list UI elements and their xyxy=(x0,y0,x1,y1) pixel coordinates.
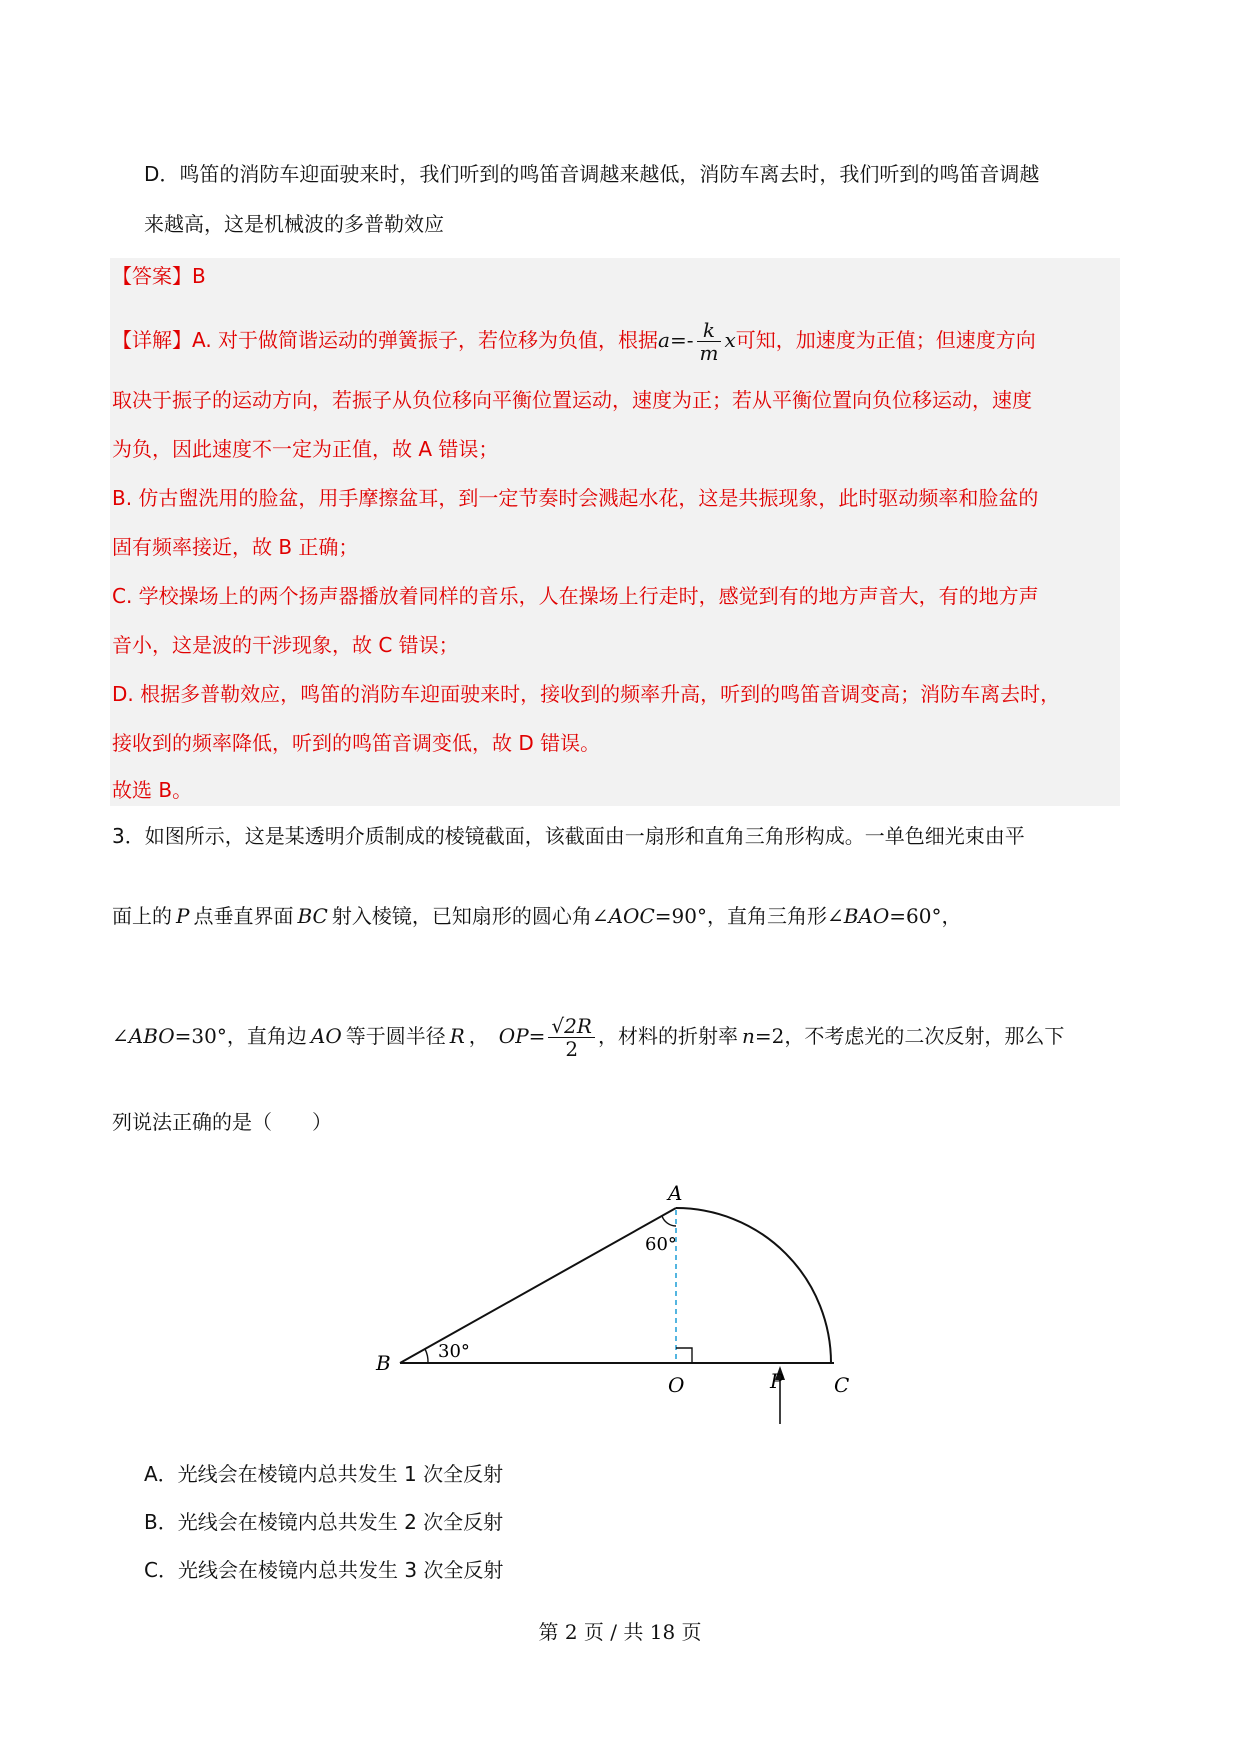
q3-text: ，材料的折射率 xyxy=(597,1024,738,1048)
q3-text: ， xyxy=(941,904,962,928)
q3-frac-num: √2R xyxy=(548,1015,595,1038)
detail-label: 【详解】 xyxy=(112,328,192,352)
detail-a-line3: 为负，因此速度不一定为正值，故 A 错误； xyxy=(112,437,499,461)
question3-line2 xyxy=(112,902,961,930)
angle-label-b: 30° xyxy=(438,1341,470,1362)
formula-a: a xyxy=(658,328,670,352)
line-ba xyxy=(400,1208,676,1363)
q3-var-n: n xyxy=(741,1024,755,1048)
q3-angle-bao: ∠BAO xyxy=(826,904,890,928)
q3-text: ， xyxy=(468,1024,489,1048)
label-p: P xyxy=(770,1369,784,1393)
detail-a-line1 xyxy=(112,318,1036,364)
q3-text: 点垂直界面 xyxy=(193,904,294,928)
arc-ac xyxy=(676,1208,831,1363)
label-b: B xyxy=(376,1351,391,1375)
formula-den: m xyxy=(699,341,719,365)
q3-angle-aoc: ∠AOC xyxy=(591,904,655,928)
angle-label-a: 60° xyxy=(645,1234,677,1255)
formula-fraction xyxy=(697,319,722,364)
q3-text: ，直角三角形 xyxy=(706,904,827,928)
label-c: C xyxy=(834,1373,850,1397)
angle-arc-a xyxy=(662,1216,676,1226)
q3-angle-abo-val: =30° xyxy=(174,1024,227,1048)
q3-angle-aoc-val: =90° xyxy=(654,904,707,928)
detail-a-line2: 取决于振子的运动方向，若振子从负位移向平衡位置运动，速度为正；若从平衡位置向负位移运动，速度 xyxy=(112,388,1032,412)
q3-text: ，直角边 xyxy=(226,1024,307,1048)
detail-b-line1: B. 仿古盥洗用的脸盆，用手摩擦盆耳，到一定节奏时会溅起水花，这是共振现象，此时驱动频率和脸盆的 xyxy=(112,486,1039,510)
angle-arc-b xyxy=(425,1349,428,1363)
option-c: C．光线会在棱镜内总共发生 3 次全反射 xyxy=(144,1558,504,1582)
question3-line4: 列说法正确的是（ ） xyxy=(112,1110,332,1134)
detail-c-line1: C. 学校操场上的两个扬声器播放着同样的音乐，人在操场上行走时，感觉到有的地方声音大，有的地方声 xyxy=(112,584,1039,608)
label-o: O xyxy=(668,1373,685,1397)
conclusion: 故选 B。 xyxy=(112,778,193,802)
q3-text: 等于圆半径 xyxy=(345,1024,446,1048)
formula-num: k xyxy=(697,319,722,342)
q3-var-bc: BC xyxy=(297,904,328,928)
question3-line1: 3．如图所示，这是某透明介质制成的棱镜截面，该截面由一扇形和直角三角形构成。一单色细光束由平 xyxy=(112,824,1025,848)
label-a: A xyxy=(668,1181,683,1205)
q3-var-p: P xyxy=(176,904,190,928)
option-d-line1: D．鸣笛的消防车迎面驶来时，我们听到的鸣笛音调越来越低，消防车离去时，我们听到的鸣笛音调越 xyxy=(144,162,1040,186)
q3-angle-bao-val: =60° xyxy=(889,904,942,928)
option-b: B．光线会在棱镜内总共发生 2 次全反射 xyxy=(144,1510,504,1534)
right-angle-marker xyxy=(676,1348,692,1363)
q3-var-ao: AO xyxy=(310,1024,342,1048)
formula-x: x xyxy=(724,328,736,352)
detail-b-line2: 固有频率接近，故 B 正确； xyxy=(112,535,359,559)
detail-c-line2: 音小，这是波的干涉现象，故 C 错误； xyxy=(112,633,459,657)
option-d-line2: 来越高，这是机械波的多普勒效应 xyxy=(144,212,444,236)
detail-a-text-pre: A. 对于做简谐运动的弹簧振子，若位移为负值，根据 xyxy=(192,328,659,352)
question3-line3 xyxy=(112,1006,1064,1066)
detail-d-line2: 接收到的频率降低，听到的鸣笛音调变低，故 D 错误。 xyxy=(112,731,601,755)
q3-fraction xyxy=(548,1015,595,1060)
q3-var-n-val: =2 xyxy=(754,1024,785,1048)
q3-text: 面上的 xyxy=(112,904,172,928)
q3-var-r: R xyxy=(449,1024,465,1048)
prism-figure xyxy=(370,1180,870,1430)
q3-text: 射入棱镜，已知扇形的圆心角 xyxy=(331,904,592,928)
q3-var-op: OP xyxy=(498,1024,529,1048)
option-a: A．光线会在棱镜内总共发生 1 次全反射 xyxy=(144,1462,504,1486)
q3-text: ，不考虑光的二次反射，那么下 xyxy=(784,1024,1065,1048)
answer-label: 【答案】B xyxy=(112,264,206,288)
q3-frac-den: 2 xyxy=(565,1037,579,1061)
detail-d-line1: D. 根据多普勒效应，鸣笛的消防车迎面驶来时，接收到的频率升高，听到的鸣笛音调变高；消防车离去时， xyxy=(112,682,1061,706)
formula-eq: =- xyxy=(669,328,694,352)
q3-angle-abo: ∠ABO xyxy=(112,1024,175,1048)
page-footer: 第 2 页 / 共 18 页 xyxy=(538,1620,702,1644)
detail-a-text-post: 可知，加速度为正值；但速度方向 xyxy=(735,328,1036,352)
q3-eq: = xyxy=(528,1024,546,1048)
